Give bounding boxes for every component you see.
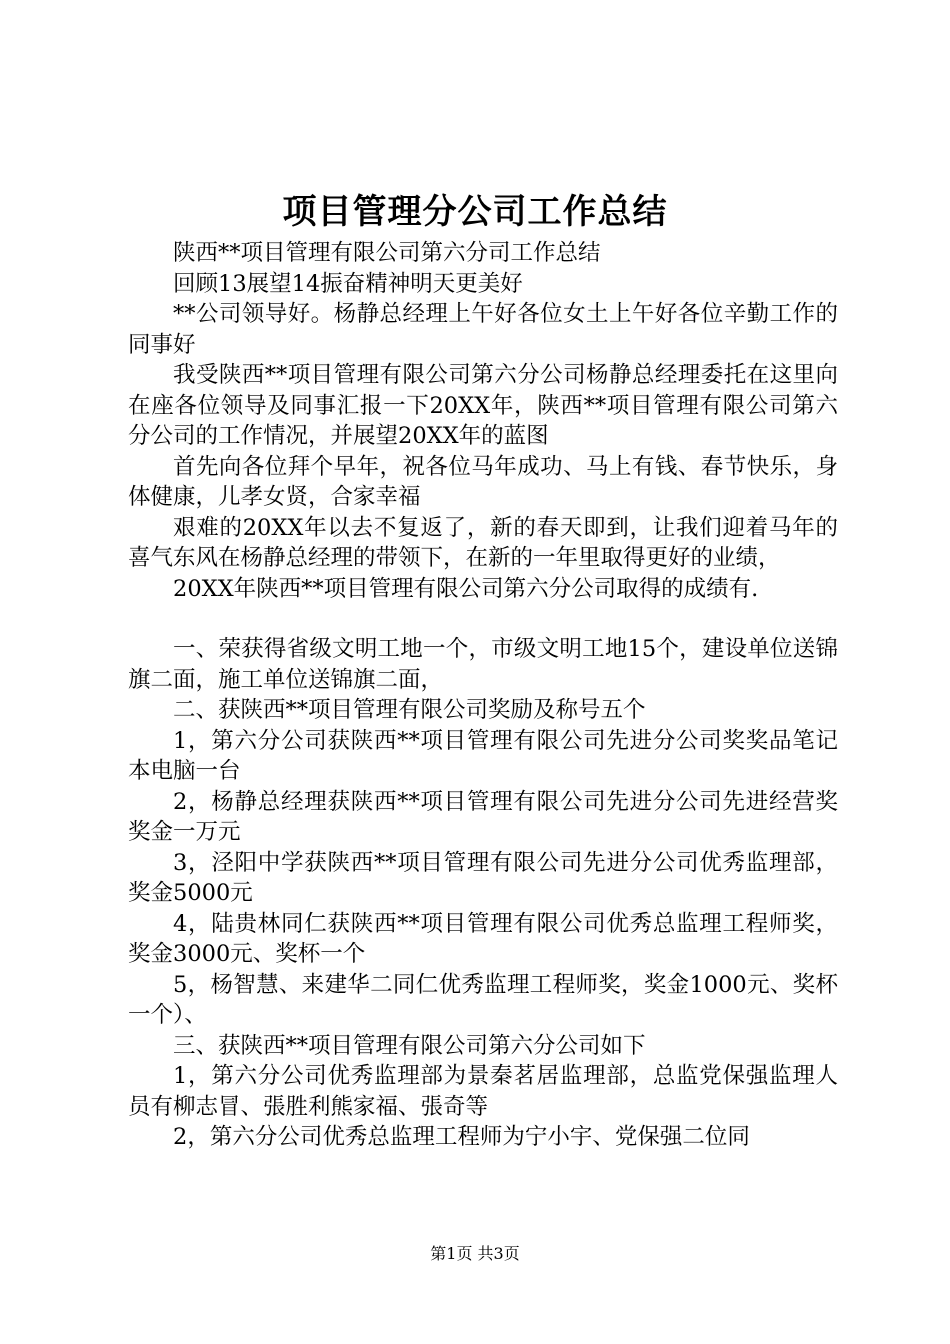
paragraph: 艰难的20XX年以去不复返了，新的春天即到，让我们迎着马年的喜气东风在杨静总经理的带领下，在新的一年里取得更好的业绩，: [128, 514, 838, 571]
paragraph: 1，第六分公司优秀监理部为景秦茗居监理部，总监党保强监理人员有柳志冒、張胜利熊家福、張奇等: [128, 1063, 838, 1120]
paragraph: 5，杨智慧、来建华二同仁优秀监理工程师奖，奖金1000元、奖杯一个）、: [128, 971, 838, 1028]
page-footer: 第1页 共3页: [430, 1244, 520, 1263]
paragraph: 回顾13展望14振奋精神明天更美好: [173, 270, 523, 297]
paragraph: **公司领导好。杨静总经理上午好各位女土上午好各位辛勤工作的同事好: [128, 301, 838, 358]
paragraph: 首先向各位拜个早年，祝各位马年成功、马上有钱、春节快乐，身体健康，儿孝女贤，合家幸福: [128, 453, 838, 510]
paragraph: 2，杨静总经理获陕西**项目管理有限公司先进分公司先进经营奖奖金一万元: [128, 788, 838, 845]
document-body: [128, 238, 838, 1153]
paragraph-gap: [128, 604, 838, 634]
paragraph: 4，陆贵林同仁获陕西**项目管理有限公司优秀总监理工程师奖，奖金3000元、奖杯一个: [128, 910, 838, 967]
paragraph: 3，泾阳中学获陕西**项目管理有限公司先进分公司优秀监理部，奖金5000元: [128, 849, 838, 906]
paragraph: 我受陕西**项目管理有限公司第六分公司杨静总经理委托在这里向在座各位领导及同事汇报一下20XX年，陕西**项目管理有限公司第六分公司的工作情况，并展望20XX年的蓝图: [128, 362, 838, 449]
paragraph: 三、获陕西**项目管理有限公司第六分公司如下: [173, 1032, 646, 1059]
paragraph: 1，第六分公司获陕西**项目管理有限公司先进分公司奖奖品笔记本电脑一台: [128, 727, 838, 784]
paragraph: 二、获陕西**项目管理有限公司奖励及称号五个: [173, 697, 646, 723]
paragraph: 20XX年陕西**项目管理有限公司第六分公司取得的成绩有.: [173, 575, 759, 602]
paragraph: 一、荣获得省级文明工地一个，市级文明工地15个，建设单位送锦旗二面，施工单位送锦旗二面，: [128, 636, 838, 693]
document-title: 项目管理分公司工作总结: [282, 192, 668, 232]
paragraph: 陕西**项目管理有限公司第六分司工作总结: [173, 240, 601, 266]
paragraph: 2，第六分公司优秀总监理工程师为宁小宇、党保强二位同: [173, 1124, 750, 1150]
